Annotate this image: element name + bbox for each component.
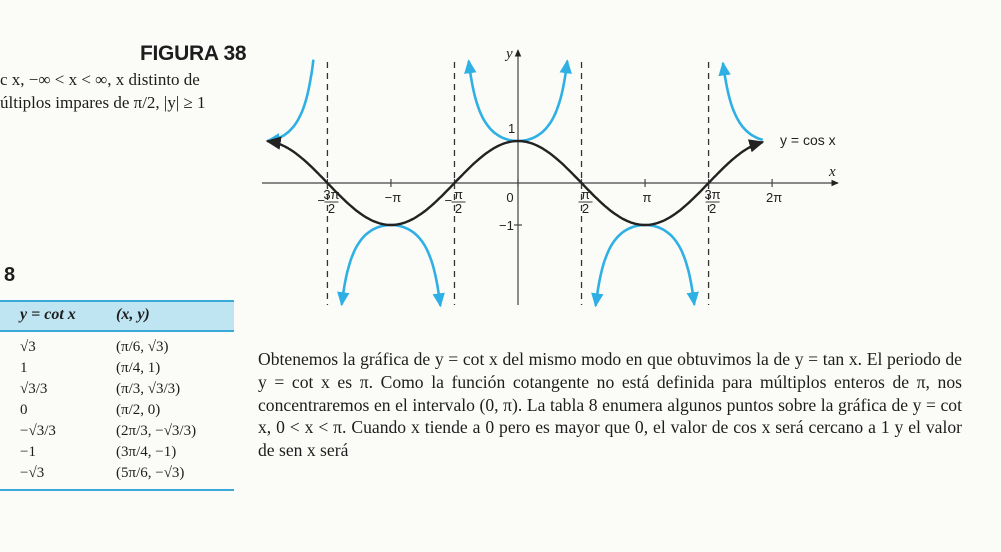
y-axis-label: y (506, 46, 513, 62)
table-cell-point: (π/4, 1) (116, 360, 161, 376)
x-tick-label: −π (384, 190, 402, 205)
table-cell-y: √3/3 (20, 381, 48, 397)
x-tick-label: 0 (506, 190, 514, 205)
x-tick-numerator: 3π (323, 187, 340, 202)
table-cell-y: −1 (20, 444, 36, 460)
figure-caption-line-1: c x, −∞ < x < ∞, x distinto de (0, 70, 200, 89)
table-cell-y: −√3/3 (20, 423, 56, 439)
x-tick-sign: − (444, 193, 453, 208)
table-cell-y: 0 (20, 402, 28, 418)
x-tick-sign: − (317, 193, 326, 208)
cosine-legend-label: y = cos x (780, 132, 836, 148)
secant-branch-right (723, 63, 763, 140)
table-cell-point: (3π/4, −1) (116, 444, 177, 460)
x-tick-numerator: π (581, 187, 591, 202)
table-header-xy: (x, y) (116, 306, 150, 323)
table-cell-point: (π/6, √3) (116, 339, 169, 355)
figure-label: FIGURA 38 (140, 42, 247, 65)
x-tick-numerator: 3π (704, 187, 721, 202)
table-number: 8 (4, 264, 16, 286)
figure-caption-line-2: últiplos impares de π/2, |y| ≥ 1 (0, 93, 206, 112)
x-tick-denominator: 2 (327, 201, 336, 216)
x-axis-label: x (829, 164, 836, 180)
x-tick-label: 2π (765, 190, 783, 205)
y-tick-label: 1 (508, 121, 516, 136)
table-cell-y: √3 (20, 339, 36, 355)
table-header-y: y = cot x (20, 306, 76, 323)
table-cell-point: (π/2, 0) (116, 402, 161, 418)
x-tick-denominator: 2 (454, 201, 463, 216)
table-cell-point: (2π/3, −√3/3) (116, 423, 197, 439)
secant-branch-left (267, 60, 313, 141)
table-cell-point: (5π/6, −√3) (116, 465, 185, 481)
y-tick-label: −1 (499, 218, 514, 233)
x-tick-numerator: π (453, 187, 463, 202)
x-tick-label: π (642, 190, 652, 205)
table-cell-point: (π/3, √3/3) (116, 381, 181, 397)
table-cell-y: −√3 (20, 465, 45, 481)
table-cell-y: 1 (20, 360, 28, 376)
x-tick-denominator: 2 (708, 201, 717, 216)
secant-branch-pi (596, 225, 695, 306)
x-tick-denominator: 2 (581, 201, 590, 216)
secant-branch-minus-pi (342, 225, 441, 306)
body-paragraph: Obtenemos la gráfica de y = cot x del mismo modo en que obtuvimos la de y = tan x. El periodo de y = cot x es π. Como la función cotangente no está definida para múltiplos enteros de π, nos concentraremos en el intervalo (0, π). La tabla 8 enumera algunos puntos sobre la gráfica de y = cot x, 0 < x < π. Cuando x tiende a 0 pero es mayor que 0, el valor de cos x será cercano a 1 y el valor de sen x será (258, 349, 962, 461)
